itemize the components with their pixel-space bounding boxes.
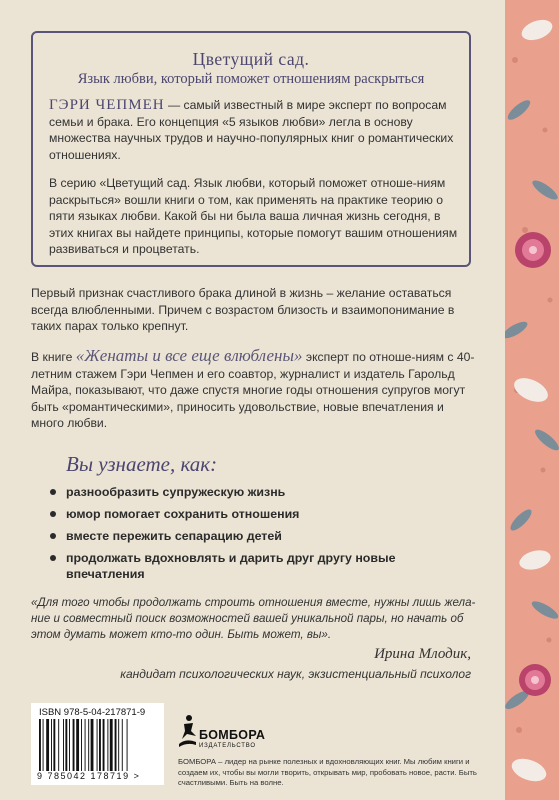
frame-text (49, 97, 459, 270)
list-item: продолжать вдохновлять и дарить друг другу новые впечатления (50, 550, 450, 582)
list-item: юмор помогает сохранить отношения (50, 506, 450, 522)
series-title: Цветущий сад. (192, 49, 310, 69)
publisher-sub: ИЗДАТЕЛЬСТВО (199, 743, 256, 749)
barcode-icon (39, 719, 157, 771)
list-item: разнообразить супружескую жизнь (50, 484, 450, 500)
author-bio: — самый известный в мире эксперт по вопросам семьи и брака. Его концепция «5 языков любви» легла в основу множества научных трудов и научно-популярных книг о романтических отношениях. (49, 98, 454, 162)
learn-heading: Вы узнаете, как: (66, 452, 218, 476)
list-item: вместе пережить сепарацию детей (50, 528, 450, 544)
publisher-logo (178, 706, 278, 756)
wave-rider-icon (178, 714, 198, 754)
floral-pattern-icon (505, 0, 559, 800)
series-subtitle: Язык любви, который поможет отношениям раскрыться (77, 71, 425, 87)
book-paragraph-prefix: В книге (31, 350, 76, 364)
book-title: «Женаты и все еще влюблены» (75, 346, 303, 365)
publisher-name: БОМБОРА (199, 728, 266, 742)
barcode-block (31, 703, 164, 785)
author-name: ГЭРИ ЧЕПМЕН (49, 97, 165, 113)
learn-list (50, 484, 450, 588)
intro-paragraph: Первый признак счастливого брака длиной в жизнь – желание оставаться всегда влюбленными. Причем с возрастом близость и взаимопонимание в таких парах только крепнут. (31, 286, 455, 334)
barcode-digits: 9 785042 178719 > (37, 771, 141, 781)
publisher-description: БОМБОРА – лидер на рынке полезных и вдохновляющих книг. Мы любим книги и создаем их, чтобы вы могли творить, открывать мир, пробовать новое, расти. Быть счастливыми. Быть на волне. (178, 757, 477, 788)
author-bio-paragraph (49, 97, 459, 163)
quote-author: Ирина Млодик, (374, 646, 471, 662)
quote-author-role: кандидат психологических наук, экзистенциальный психолог (120, 667, 471, 681)
series-description: В серию «Цветущий сад. Язык любви, который поможет отноше-ниям раскрыться» вошли книги о том, как применять на практике теорию о пяти языках любви. Какой бы ни была ваша личная жизнь сегодня, в этих книгах вы найдете принципы, которые помогут вашим отношениям развиваться и процветать. (49, 176, 458, 256)
book-paragraph (31, 348, 476, 432)
floral-border (505, 0, 559, 800)
review-quote: «Для того чтобы продолжать строить отношения вместе, нужны лишь жела-ние и совместный поиск возможностей вашей уникальной пары, но начать об этом думать может кто-то один. Быть может, вы». (31, 596, 476, 641)
isbn-text: ISBN 978-5-04-217871-9 (39, 707, 146, 718)
book-paragraph-rest: эксперт по отноше-ниям с 40-летним стажем Гэри Чепмен и его соавтор, журналист и издатель Гарольд Майра, показывают, что даже спустя многие годы отношения супругов могут быть «романтическими», приносить удовольствие, новые впечатления и много любви. (31, 350, 475, 431)
info-frame (31, 31, 471, 267)
